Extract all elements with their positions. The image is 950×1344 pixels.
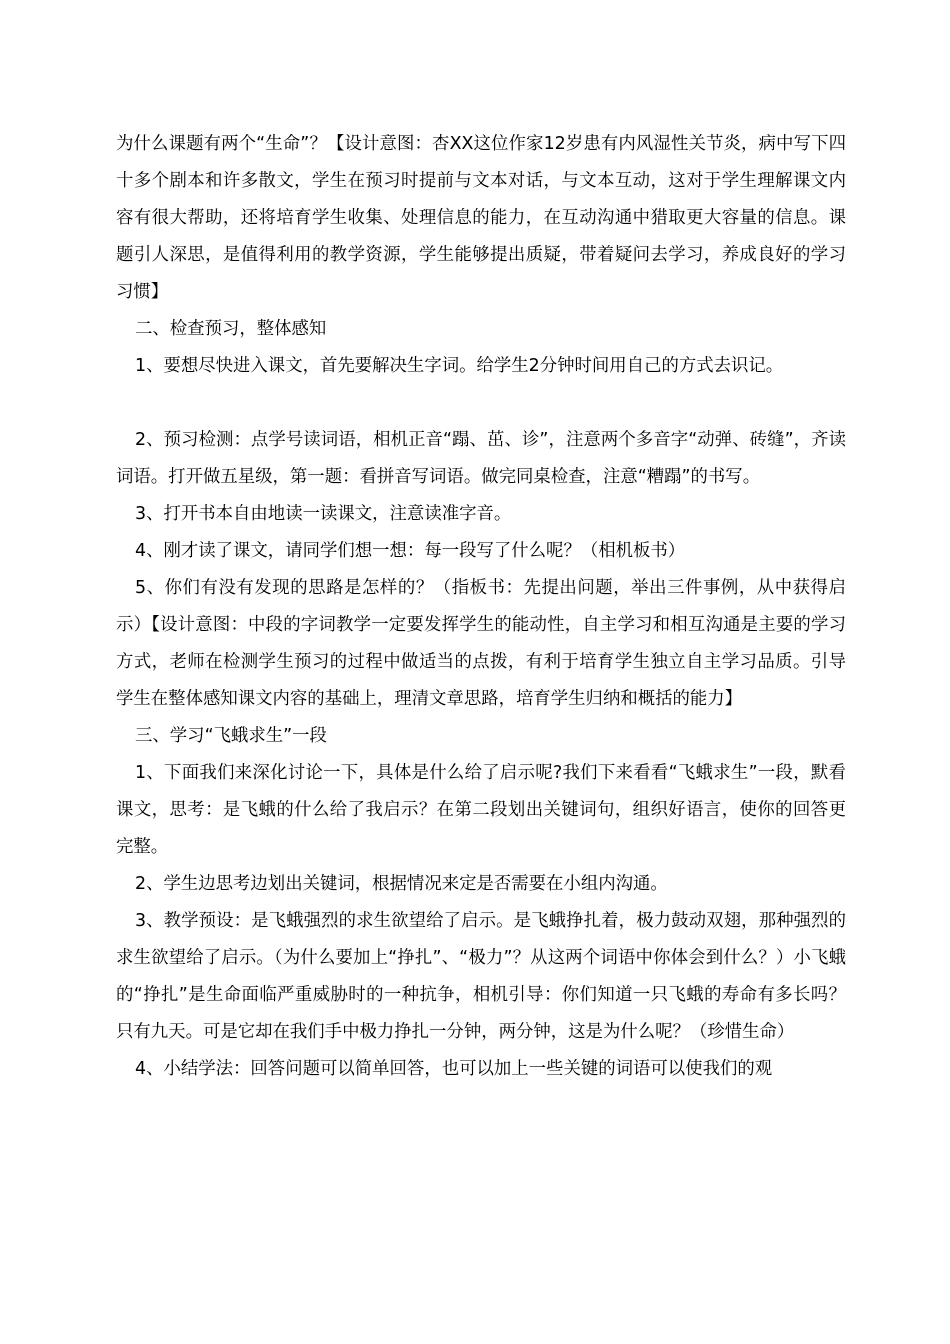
paragraph-step-3: 3、打开书本自由地读一读课文，注意读准字音。 [135, 504, 512, 524]
section-heading-check-preview: 二、检查预习，整体感知 [135, 319, 327, 339]
paragraph-moth-step-3: 3、教学预设：是飞蛾强烈的求生欲望给了启示。是飞蛾挣扎着，极力鼓动双翅，那种强烈的求生欲望给了启示。（为什么要加上“挣扎”、“极力”？从这两个词语中你体会到什么？）小飞蛾的“挣扎”是生命面临严重威胁时的一种抗争，相机引导：你们知道一只飞蛾的寿命有多长吗？只有九天。可是它却在我们手中极力挣扎一分钟，两分钟，这是为什么呢？（珍惜生命） [116, 911, 846, 1042]
section-heading-moth: 三、学习“飞蛾求生”一段 [135, 726, 327, 746]
paragraph-design-intent-1: 为什么课题有两个“生命”？【设计意图：杏XX这位作家12岁患有内风湿性关节炎，病中写下四十多个剧本和许多散文，学生在预习时提前与文本对话，与文本互动，这对于学生理解课文内容有很大帮助，还将培育学生收集、处理信息的能力，在互动沟通中猎取更大容量的信息。课题引人深思，是值得利用的教学资源，学生能够提出质疑，带着疑问去学习，养成良好的学习习惯】 [116, 134, 846, 302]
paragraph-moth-step-4: 4、小结学法：回答问题可以简单回答，也可以加上一些关键的词语可以使我们的观 [135, 1059, 773, 1079]
paragraph-step-1: 1、要想尽快进入课文，首先要解决生字词。给学生2分钟时间用自己的方式去识记。 [135, 356, 784, 376]
paragraph-step-2: 2、预习检测：点学号读词语，相机正音“蹋、茁、诊”，注意两个多音字“动弹、砖缝”，齐读词语。打开做五星级，第一题：看拼音写词语。做完同桌检查，注意“糟蹋”的书写。 [116, 430, 846, 487]
paragraph-moth-step-1: 1、下面我们来深化讨论一下，具体是什么给了启示呢?我们下来看看“飞蛾求生”一段，默看课文，思考：是飞蛾的什么给了我启示？在第二段划出关键词句，组织好语言，使你的回答更完整。 [116, 763, 846, 857]
paragraph-moth-step-2: 2、学生边思考边划出关键词，根据情况来定是否需要在小组内沟通。 [135, 874, 668, 894]
paragraph-step-4: 4、刚才读了课文，请同学们想一想：每一段写了什么呢？（相机板书） [135, 541, 686, 561]
paragraph-step-5: 5、你们有没有发现的思路是怎样的？（指板书：先提出问题，举出三件事例，从中获得启示）【设计意图：中段的字词教学一定要发挥学生的能动性，自主学习和相互沟通是主要的学习方式，老师在检测学生预习的过程中做适当的点拨，有利于培育学生独立自主学习品质。引导学生在整体感知课文内容的基础上，理清文章思路，培育学生归纳和概括的能力】 [116, 578, 846, 709]
document-page [116, 126, 846, 1088]
